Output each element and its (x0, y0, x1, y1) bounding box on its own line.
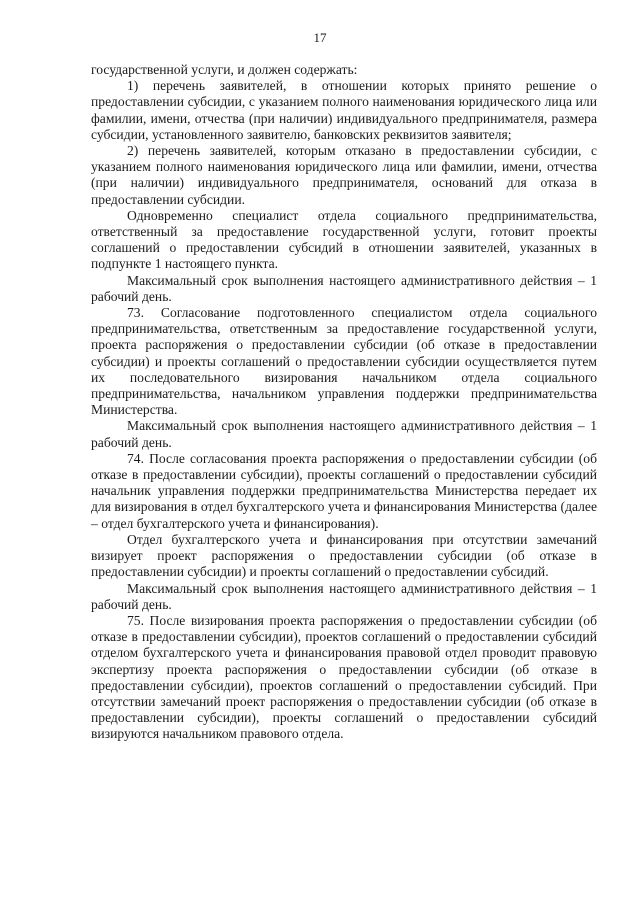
paragraph-simultaneously: Одновременно специалист отдела социального предпринимательства, ответственный за предоставление государственной услуги, готовит проекты соглашений о предоставлении субсидий в отношении заявителей, указанных в подпункте 1 настоящего пункта. (91, 207, 597, 272)
paragraph-accounting: Отдел бухгалтерского учета и финансирования при отсутствии замечаний визирует проект распоряжения о предоставлении субсидии (об отказе в предоставлении субсидии) и проекты соглашений о предоставлении субсидий. (91, 531, 597, 580)
paragraph-item-2: 2) перечень заявителей, которым отказано в предоставлении субсидии, с указанием полного наименования юридического лица или фамилии, имени, отчества (при наличии) индивидуального предпринимателя, оснований для отказа в предоставлении субсидии. (91, 143, 597, 207)
paragraph-item-1: 1) перечень заявителей, в отношении которых принято решение о предоставлении субсидии, с указанием полного наименования юридического лица или фамилии, имени, отчества (при наличии) индивидуального предпринимателя, размера субсидии, установленного заявителю, банковских реквизитов заявителя; (91, 78, 597, 142)
paragraph-max-term: Максимальный срок выполнения настоящего административного действия – 1 рабочий день. (91, 580, 597, 612)
paragraph-73: 73. Согласование подготовленного специалистом отдела социального предпринимательства, ответственным за предоставление государственной услуги, проекта распоряжения о предоставлении субсидии (об отказе в предоставлении субсидии) и проекты соглашений о предоставлении субсидии осуществляется путем их последовательного визирования начальником отдела социального предпринимательства, начальником управления поддержки предпринимательства Министерства. (91, 305, 597, 418)
paragraph-max-term: Максимальный срок выполнения настоящего административного действия – 1 рабочий день. (91, 272, 597, 304)
paragraph-continuation: государственной услуги, и должен содержать: (91, 62, 358, 77)
page-number: 17 (313, 30, 327, 45)
paragraph-75: 75. После визирования проекта распоряжения о предоставлении субсидии (об отказе в предоставлении субсидии), проектов соглашений о предоставлении субсидий отделом бухгалтерского учета и финансирования правовой отдел проводит правовую экспертизу проекта распоряжения о предоставлении субсидии (об отказе в предоставлении субсидии), проектов соглашений о предоставлении субсидий. При отсутствии замечаний проект распоряжения о предоставлении субсидии (об отказе в предоставлении субсидии), проекты соглашений о предоставлении субсидий визируются начальником правового отдела. (91, 612, 597, 742)
paragraph-max-term: Максимальный срок выполнения настоящего административного действия – 1 рабочий день. (91, 418, 597, 450)
document-body (91, 62, 597, 743)
paragraph-74: 74. После согласования проекта распоряжения о предоставлении субсидии (об отказе в предоставлении субсидии), проекты соглашений о предоставлении субсидий начальник управления поддержки предпринимательства Министерства передает их для визирования в отдел бухгалтерского учета и финансирования Министерства (далее – отдел бухгалтерского учета и финансирования). (91, 450, 597, 531)
